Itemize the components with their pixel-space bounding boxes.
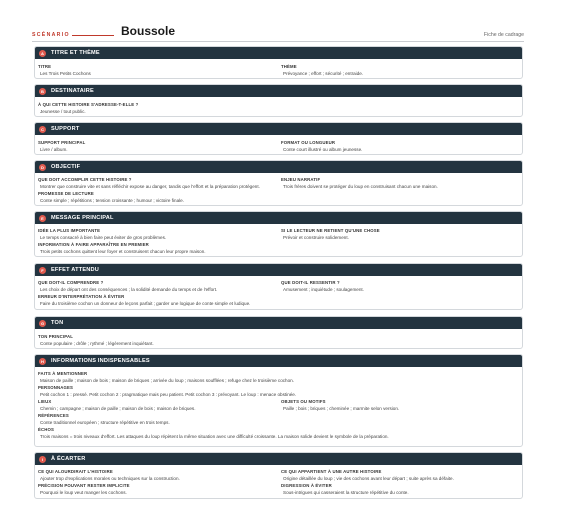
field-value: Conte simple ; répétitions ; tension croissante ; humour ; victoire finale. bbox=[40, 197, 185, 203]
field-value: Origine détaillée du loup ; vie des cochons avant leur départ ; suite après sa défaite. bbox=[283, 475, 454, 481]
field-ressentir bbox=[281, 280, 364, 292]
document-type-label: Fiche de cadrage bbox=[483, 32, 524, 38]
section-effet-attendu bbox=[34, 263, 523, 310]
section-title: À ÉCARTER bbox=[51, 456, 86, 462]
section-letter-badge: H bbox=[39, 358, 46, 365]
section-ton bbox=[34, 316, 523, 349]
field-digression bbox=[281, 483, 409, 495]
section-header bbox=[35, 161, 522, 173]
field-label: FORMAT OU LONGUEUR bbox=[281, 140, 336, 145]
section-letter-badge: F bbox=[39, 267, 46, 274]
field-label: QUE DOIT-IL COMPRENDRE ? bbox=[38, 280, 104, 285]
field-value: Conte traditionnel européen ; structure répétitive en trois temps. bbox=[40, 419, 170, 425]
field-value: Jeunesse / tout public. bbox=[40, 108, 86, 114]
section-header bbox=[35, 47, 522, 59]
field-label: QUE DOIT ACCOMPLIR CETTE HISTOIRE ? bbox=[38, 177, 132, 182]
section-title: DESTINATAIRE bbox=[51, 88, 94, 94]
section-letter-badge: D bbox=[39, 164, 46, 171]
section-letter-badge: C bbox=[39, 126, 46, 133]
section-a-ecarter bbox=[34, 452, 523, 499]
header-kicker: SCÉNARIO bbox=[32, 32, 70, 38]
field-label: FAITS À MENTIONNER bbox=[38, 371, 88, 376]
field-value: Paille ; bois ; briques ; cheminée ; marmite selon version. bbox=[283, 405, 400, 411]
field-a-qui bbox=[38, 102, 138, 114]
section-header bbox=[35, 123, 522, 135]
field-label: LIEUX bbox=[38, 399, 52, 404]
field-lieux bbox=[38, 399, 196, 411]
field-label: PERSONNAGES bbox=[38, 385, 74, 390]
document-header bbox=[32, 24, 524, 46]
field-label: ERREUR D'INTERPRÉTATION À ÉVITER bbox=[38, 294, 125, 299]
section-letter-badge: G bbox=[40, 320, 45, 326]
field-label: RÉFÉRENCES bbox=[38, 413, 69, 418]
section-letter-badge: I bbox=[39, 456, 46, 463]
field-alourdir bbox=[38, 469, 180, 481]
field-label: SI LE LECTEUR NE RETIENT QU'UNE CHOSE bbox=[281, 228, 380, 233]
section-header bbox=[35, 212, 522, 224]
field-label: CE QUI APPARTIENT À UNE AUTRE HISTOIRE bbox=[281, 469, 382, 474]
field-value: Faire du troisième cochon un donneur de leçons parfait ; garder une logique de conte simple et ludique. bbox=[40, 300, 251, 306]
field-erreur bbox=[38, 294, 250, 306]
section-header bbox=[35, 85, 522, 97]
field-format bbox=[281, 140, 362, 152]
section-letter-badge: E bbox=[39, 215, 46, 222]
section-title: SUPPORT bbox=[51, 126, 80, 132]
field-precision bbox=[38, 483, 130, 495]
field-value: Maison de paille ; maison de bois ; maison de briques ; arrivée du loup ; maisons soufflées ; refuge chez le troisième cochon. bbox=[40, 377, 294, 383]
field-label: IDÉE LA PLUS IMPORTANTE bbox=[38, 228, 101, 233]
field-label: ENJEU NARRATIF bbox=[281, 177, 321, 182]
field-label: À QUI CETTE HISTOIRE S'ADRESSE-T-ELLE ? bbox=[38, 102, 139, 107]
field-theme bbox=[281, 64, 363, 76]
field-label: INFORMATION À FAIRE APPARAÎTRE EN PREMIER bbox=[38, 242, 149, 247]
field-references bbox=[38, 413, 170, 425]
field-value: Prévoyance ; effort ; sécurité ; entraide. bbox=[283, 70, 364, 76]
field-value: Ajouter trop d'explications morales ou techniques sur la construction. bbox=[40, 475, 180, 481]
field-idee bbox=[38, 228, 166, 240]
field-label: TON PRINCIPAL bbox=[38, 334, 73, 339]
section-informations bbox=[34, 354, 523, 447]
header-kicker-rule bbox=[72, 35, 114, 36]
field-label: QUE DOIT-IL RESSENTIR ? bbox=[281, 280, 340, 285]
section-letter-badge: A bbox=[39, 50, 46, 57]
field-value: Conte court illustré ou album jeunesse. bbox=[283, 146, 363, 152]
field-label: DIGRESSION À ÉVITER bbox=[281, 483, 332, 488]
field-accomplir bbox=[38, 177, 260, 189]
field-objets bbox=[281, 399, 399, 411]
field-label: THÈME bbox=[281, 64, 297, 69]
field-value: Chemin ; campagne ; maison de paille ; maison de bois ; maison de briques. bbox=[40, 405, 196, 411]
field-value: Prévoir et construire solidement. bbox=[283, 234, 349, 240]
field-support-principal bbox=[38, 140, 85, 152]
field-value: Les Trois Petits Cochons bbox=[40, 70, 91, 76]
field-label: PROMESSE DE LECTURE bbox=[38, 191, 94, 196]
field-information bbox=[38, 242, 206, 254]
field-faits bbox=[38, 371, 294, 383]
field-label: PRÉCISION POUVANT RESTER IMPLICITE bbox=[38, 483, 130, 488]
field-label: ÉCHOS bbox=[38, 427, 55, 432]
section-titre-theme bbox=[34, 46, 523, 79]
field-value: Sous-intrigues qui casseraient la structure répétitive du conte. bbox=[283, 489, 409, 495]
field-ton-principal bbox=[38, 334, 154, 346]
field-value: Montrer que construire vite et sans réfléchir expose au danger, tandis que l'effort et la préparation protègent. bbox=[40, 183, 260, 189]
field-value: Trois maisons = trois niveaux d'effort. Les attaques du loup répètent la même situation avec une difficulté croissante. La maison solide devient le symbole de la préparation. bbox=[40, 433, 389, 439]
section-title: MESSAGE PRINCIPAL bbox=[51, 215, 114, 221]
field-label: TITRE bbox=[38, 64, 52, 69]
field-comprendre bbox=[38, 280, 217, 292]
section-title: TITRE ET THÈME bbox=[51, 50, 100, 56]
field-retenir bbox=[281, 228, 380, 240]
section-header bbox=[35, 355, 522, 367]
section-header bbox=[35, 264, 522, 276]
section-message-principal bbox=[34, 211, 523, 257]
field-label: SUPPORT PRINCIPAL bbox=[38, 140, 86, 145]
field-label: OBJETS OU MOTIFS bbox=[281, 399, 326, 404]
section-title: TON bbox=[51, 320, 64, 326]
field-enjeu bbox=[281, 177, 438, 189]
section-objectif bbox=[34, 160, 523, 206]
page-title: Boussole bbox=[121, 24, 176, 38]
field-value: Amusement ; inquiétude ; soulagement. bbox=[283, 286, 364, 292]
section-header bbox=[35, 453, 522, 465]
field-promesse bbox=[38, 191, 184, 203]
section-destinataire bbox=[34, 84, 523, 117]
field-echos bbox=[38, 427, 389, 439]
section-title: EFFET ATTENDU bbox=[51, 267, 99, 273]
field-value: Trois frères doivent se protéger du loup en construisant chacun une maison. bbox=[283, 183, 438, 189]
field-personnages bbox=[38, 385, 296, 397]
section-letter-badge: B bbox=[39, 88, 46, 95]
field-value: Pourquoi le loup veut manger les cochons. bbox=[40, 489, 127, 495]
field-value: Petit cochon 1 : pressé. Petit cochon 2 : pragmatique mais peu patient. Petit cochon 3 : prévoyant. Le loup : menace obstinée. bbox=[40, 391, 297, 397]
section-support bbox=[34, 122, 523, 155]
field-autre-histoire bbox=[281, 469, 454, 481]
field-value: Les choix de départ ont des conséquences ; la solidité demande du temps et de l'effort. bbox=[40, 286, 218, 292]
section-title: OBJECTIF bbox=[51, 164, 81, 170]
field-value: Le temps consacré à bien faire peut éviter de gros problèmes. bbox=[40, 234, 167, 240]
section-header bbox=[35, 317, 522, 329]
field-titre bbox=[38, 64, 91, 76]
field-value: Conte populaire ; drôle ; rythmé ; légèrement inquiétant. bbox=[40, 340, 154, 346]
section-title: INFORMATIONS INDISPENSABLES bbox=[51, 358, 150, 364]
field-label: CE QUI ALOURDIRAIT L'HISTOIRE bbox=[38, 469, 113, 474]
field-value: Livre / album. bbox=[40, 146, 68, 152]
field-value: Trois petits cochons quittent leur foyer et construisent chacun leur propre maison. bbox=[40, 248, 206, 254]
header-divider bbox=[32, 41, 524, 42]
